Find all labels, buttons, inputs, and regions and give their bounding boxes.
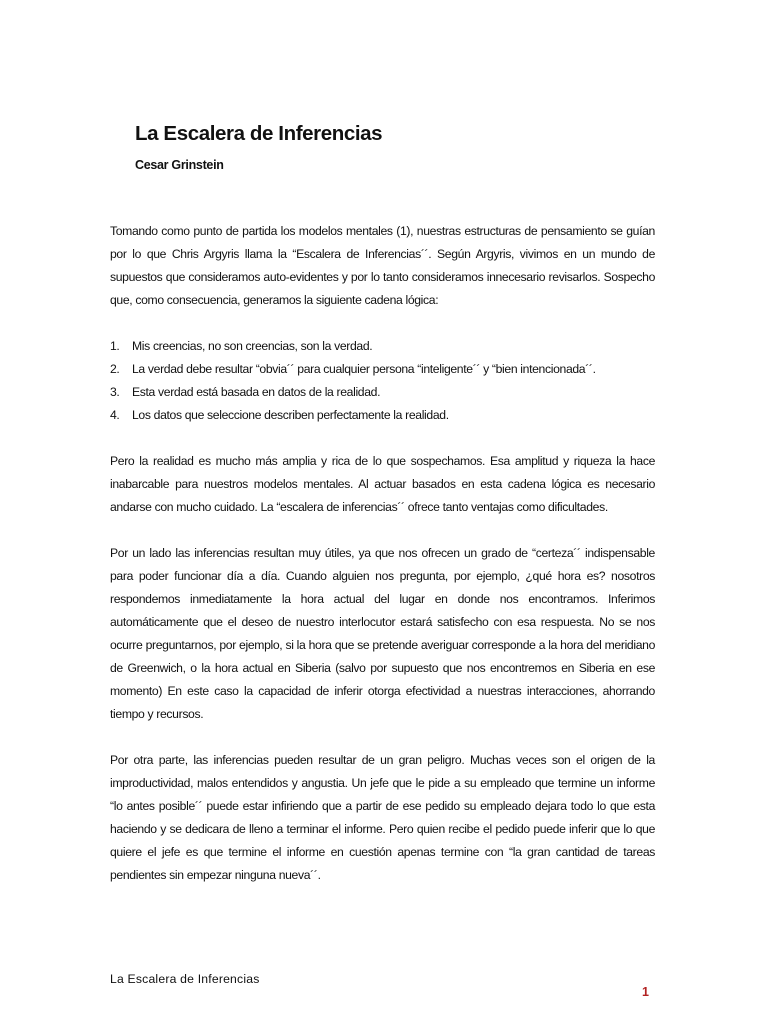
list-item-number: 1. <box>110 339 120 353</box>
list-item <box>110 335 655 358</box>
list-item <box>110 381 655 404</box>
page-number: 1 <box>642 985 649 999</box>
page-footer: La Escalera de Inferencias <box>110 972 260 986</box>
document-title: La Escalera de Inferencias <box>135 122 383 145</box>
list-item <box>110 404 655 427</box>
body-paragraph: Por otra parte, las inferencias pueden resultar de un gran peligro. Muchas veces son el origen de la improductividad, malos entendidos y angustia. Un jefe que le pide a su empleado que termine un informe “lo antes posible´´ puede estar infiriendo que a partir de ese pedido su empleado dejara todo lo que esta haciendo y se dedicara de lleno a terminar el informe. Pero quien recibe el pedido puede inferir que lo que quiere el jefe es que termine el informe en cuestión apenas termine con “la gran cantidad de tareas pendientes sin empezar ninguna nueva´´. <box>110 753 655 882</box>
intro-paragraph: Tomando como punto de partida los modelos mentales (1), nuestras estructuras de pensamiento se guían por lo que Chris Argyris llama la “Escalera de Inferencias´´. Según Argyris, vivimos en un mundo de supuestos que consideramos auto-evidentes y por lo tanto consideramos innecesario revisarlos. Sospecho que, como consecuencia, generamos la siguiente cadena lógica: <box>110 224 655 307</box>
list-item-text: Mis creencias, no son creencias, son la verdad. <box>132 339 373 353</box>
paragraph-gap <box>110 519 655 542</box>
body-paragraph: Por un lado las inferencias resultan muy útiles, ya que nos ofrecen un grado de “certeza´´ indispensable para poder funcionar día a día. Cuando alguien nos pregunta, por ejemplo, ¿qué hora es? nosotros respondemos inmediatamente la hora actual del lugar en donde nos encontramos. Inferimos automáticamente que el deseo de nuestro interlocutor estará satisfecho con esa respuesta. No se nos ocurre preguntarnos, por ejemplo, si la hora que se pretende averiguar corresponde a la hora del meridiano de Greenwich, o la hora actual en Siberia (salvo por supuesto que nos encontremos en Siberia en ese momento) En este caso la capacidad de inferir otorga efectividad a nuestras interacciones, ahorrando tiempo y recursos. <box>110 546 655 721</box>
document-author: Cesar Grinstein <box>135 158 224 172</box>
document-body <box>110 220 655 887</box>
list-item <box>110 358 655 381</box>
list-item-number: 3. <box>110 385 120 399</box>
list-item-number: 2. <box>110 362 120 376</box>
body-paragraph: Pero la realidad es mucho más amplia y rica de lo que sospechamos. Esa amplitud y riqueza la hace inabarcable para nuestros modelos mentales. Al actuar basados en esta cadena lógica es necesario andarse con mucho cuidado. La “escalera de inferencias´´ ofrece tanto ventajas como dificultades. <box>110 454 655 514</box>
paragraph-gap <box>110 427 655 450</box>
paragraph-gap <box>110 312 655 335</box>
numbered-list <box>110 335 655 427</box>
list-item-text: Esta verdad está basada en datos de la realidad. <box>132 385 381 399</box>
list-item-text: La verdad debe resultar “obvia´´ para cualquier persona “inteligente´´ y “bien intencionada´´. <box>132 362 596 376</box>
list-item-text: Los datos que seleccione describen perfectamente la realidad. <box>132 408 449 422</box>
list-item-number: 4. <box>110 408 120 422</box>
paragraph-gap <box>110 726 655 749</box>
